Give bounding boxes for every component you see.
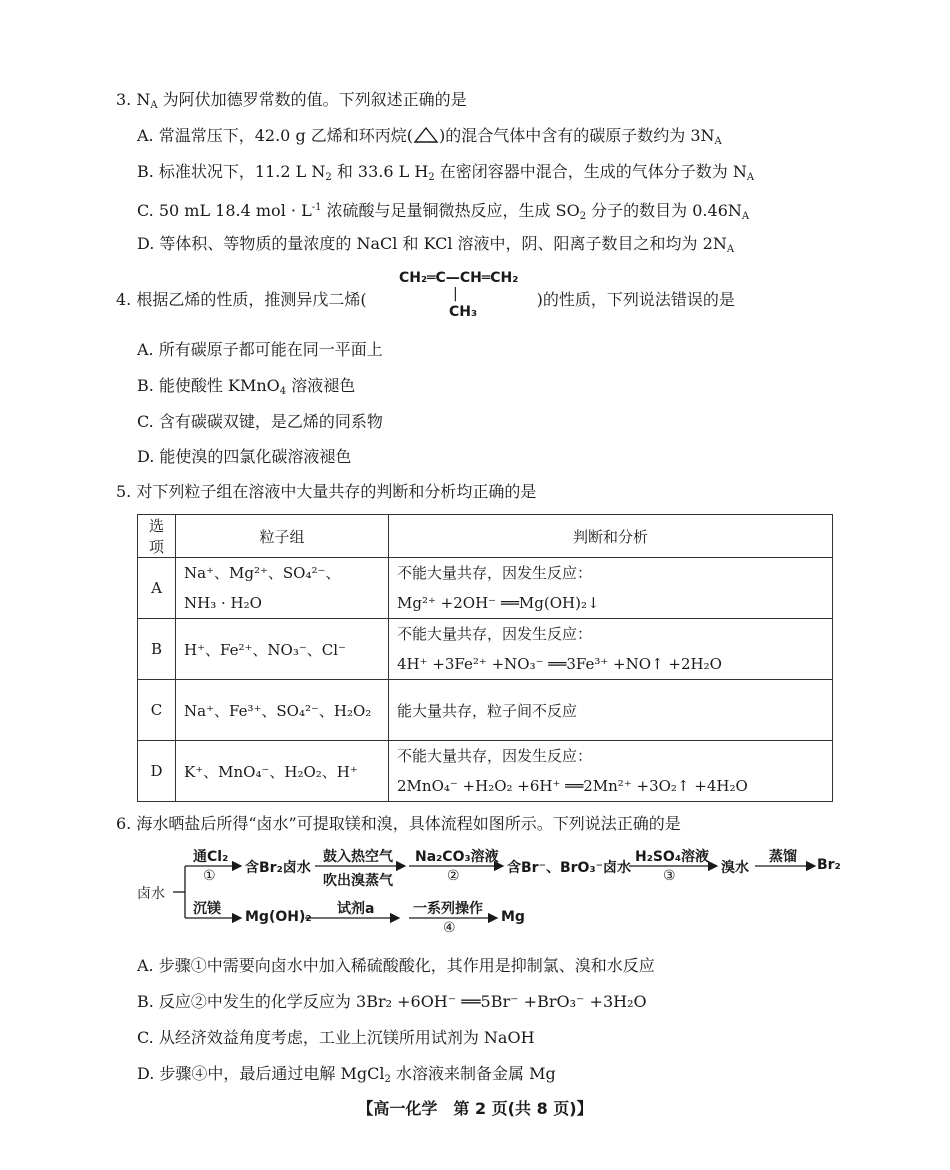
isoprene-methyl: CH₃ — [449, 304, 478, 320]
row-analysis: 不能大量共存，因发生反应： 2MnO₄⁻ +H₂O₂ +6H⁺ ══2Mn²⁺ +3O₂↑ +4H₂O — [389, 741, 833, 802]
row-ions: H⁺、Fe²⁺、NO₃⁻、Cl⁻ — [176, 619, 389, 680]
flow-product-1: 含Br₂卤水 — [245, 860, 311, 876]
q6-stem: 6. 海水晒盐后所得“卤水”可提取镁和溴，具体流程如图所示。下列说法正确的是 — [116, 814, 681, 833]
flow-step2-bottom: 吹出溴蒸气 — [323, 873, 393, 889]
isoprene-bond: | — [453, 286, 458, 302]
row-option: B — [138, 619, 176, 680]
q4-option-d: D. 能使溴的四氯化碳溶液褪色 — [137, 447, 352, 466]
flow-mg-product-1: Mg(OH)₂ — [245, 909, 312, 925]
table-row — [138, 680, 833, 741]
flow-mg-step3-top: 一系列操作 — [413, 901, 483, 917]
q5-stem: 5. 对下列粒子组在溶液中大量共存的判断和分析均正确的是 — [116, 482, 537, 501]
table-header-row — [138, 515, 833, 558]
isoprene-main-chain: CH₂═C—CH═CH₂ — [399, 270, 519, 286]
flow-product-3: 溴水 — [721, 860, 749, 876]
flow-product-2: 含Br⁻、BrO₃⁻卤水 — [507, 860, 631, 876]
q4-stem: 4. 根据乙烯的性质，推测异戊二烯( )的性质，下列说法错误的是 — [116, 290, 735, 309]
flow-step1-reagent: 通Cl₂ — [193, 849, 229, 865]
table-row — [138, 741, 833, 802]
cyclopropane-icon — [413, 126, 439, 144]
row-analysis: 能大量共存，粒子间不反应 — [389, 680, 833, 741]
q3-option-b: B. 标准状况下，11.2 L $N_2$ 和 33.6 L $H_2$ 在密闭容器中混合，生成的气体分子数为 $N_A$ — [137, 162, 755, 183]
flow-step4-label: ③ — [663, 868, 676, 884]
flow-step3-reagent: Na₂CO₃溶液 — [415, 849, 499, 865]
flow-step4-reagent: H₂SO₄溶液 — [635, 849, 709, 865]
header-option: 选项 — [138, 515, 176, 558]
row-ions: K⁺、MnO₄⁻、H₂O₂、H⁺ — [176, 741, 389, 802]
q6-flow-diagram — [137, 842, 841, 942]
flow-mg-reagent: 试剂a — [337, 901, 375, 917]
row-option: D — [138, 741, 176, 802]
flow-step3-label: ② — [447, 868, 460, 884]
q6-option-b: B. 反应②中发生的化学反应为 3Br₂ +6OH⁻ ══5Br⁻ +BrO₃⁻ +3H₂O — [137, 992, 647, 1011]
flow-mg-step3-label: ④ — [443, 920, 456, 936]
q6-option-a: A. 步骤①中需要向卤水中加入稀硫酸酸化，其作用是抑制氯、溴和水反应 — [137, 956, 655, 975]
flow-step2-top: 鼓入热空气 — [323, 849, 393, 865]
isoprene-structure — [395, 270, 565, 326]
row-ions: Na⁺、Fe³⁺、SO₄²⁻、H₂O₂ — [176, 680, 389, 741]
page-footer: 【高一化学 第 2 页(共 8 页)】 — [357, 1099, 593, 1118]
flow-product-4: Br₂ — [817, 857, 841, 873]
q3-stem: 3. $N_A$ 为阿伏加德罗常数的值。下列叙述正确的是 — [116, 90, 467, 111]
q3-option-c: C. 50 mL 18.4 mol · $L^{-1}$ 浓硫酸与足量铜微热反应，生成 $SO_2$ 分子的数目为 $0.46N_A$ — [137, 201, 750, 222]
header-analysis: 判断和分析 — [389, 515, 833, 558]
q5-table — [137, 514, 833, 802]
q4-option-c: C. 含有碳碳双键，是乙烯的同系物 — [137, 412, 383, 431]
flow-start: 卤水 — [137, 886, 165, 902]
q3-option-d: D. 等体积、等物质的量浓度的 NaCl 和 KCl 溶液中，阴、阳离子数目之和均为 $2N_A$ — [137, 234, 735, 255]
flow-step1-label: ① — [203, 868, 216, 884]
table-row — [138, 558, 833, 619]
header-ions: 粒子组 — [176, 515, 389, 558]
row-ions: Na⁺、Mg²⁺、SO₄²⁻、 NH₃ · H₂O — [176, 558, 389, 619]
flow-mg-step1: 沉镁 — [193, 901, 221, 917]
flow-mg-product-2: Mg — [501, 909, 525, 925]
row-analysis: 不能大量共存，因发生反应： Mg²⁺ +2OH⁻ ══Mg(OH)₂↓ — [389, 558, 833, 619]
row-option: C — [138, 680, 176, 741]
q6-option-c: C. 从经济效益角度考虑，工业上沉镁所用试剂为 NaOH — [137, 1028, 535, 1047]
flow-step5-label: 蒸馏 — [769, 849, 797, 865]
q6-option-d: D. 步骤④中，最后通过电解 MgCl$_2$ 水溶液来制备金属 Mg — [137, 1064, 556, 1085]
row-option: A — [138, 558, 176, 619]
table-row — [138, 619, 833, 680]
q4-option-b: B. 能使酸性 KMnO$_4$ 溶液褪色 — [137, 376, 356, 397]
q3-option-a: A. 常温常压下，42.0 g 乙烯和环丙烷( )的混合气体中含有的碳原子数约为 $3N_A$ — [137, 126, 722, 147]
row-analysis: 不能大量共存，因发生反应： 4H⁺ +3Fe²⁺ +NO₃⁻ ══3Fe³⁺ +NO↑ +2H₂O — [389, 619, 833, 680]
q4-option-a: A. 所有碳原子都可能在同一平面上 — [137, 340, 383, 359]
